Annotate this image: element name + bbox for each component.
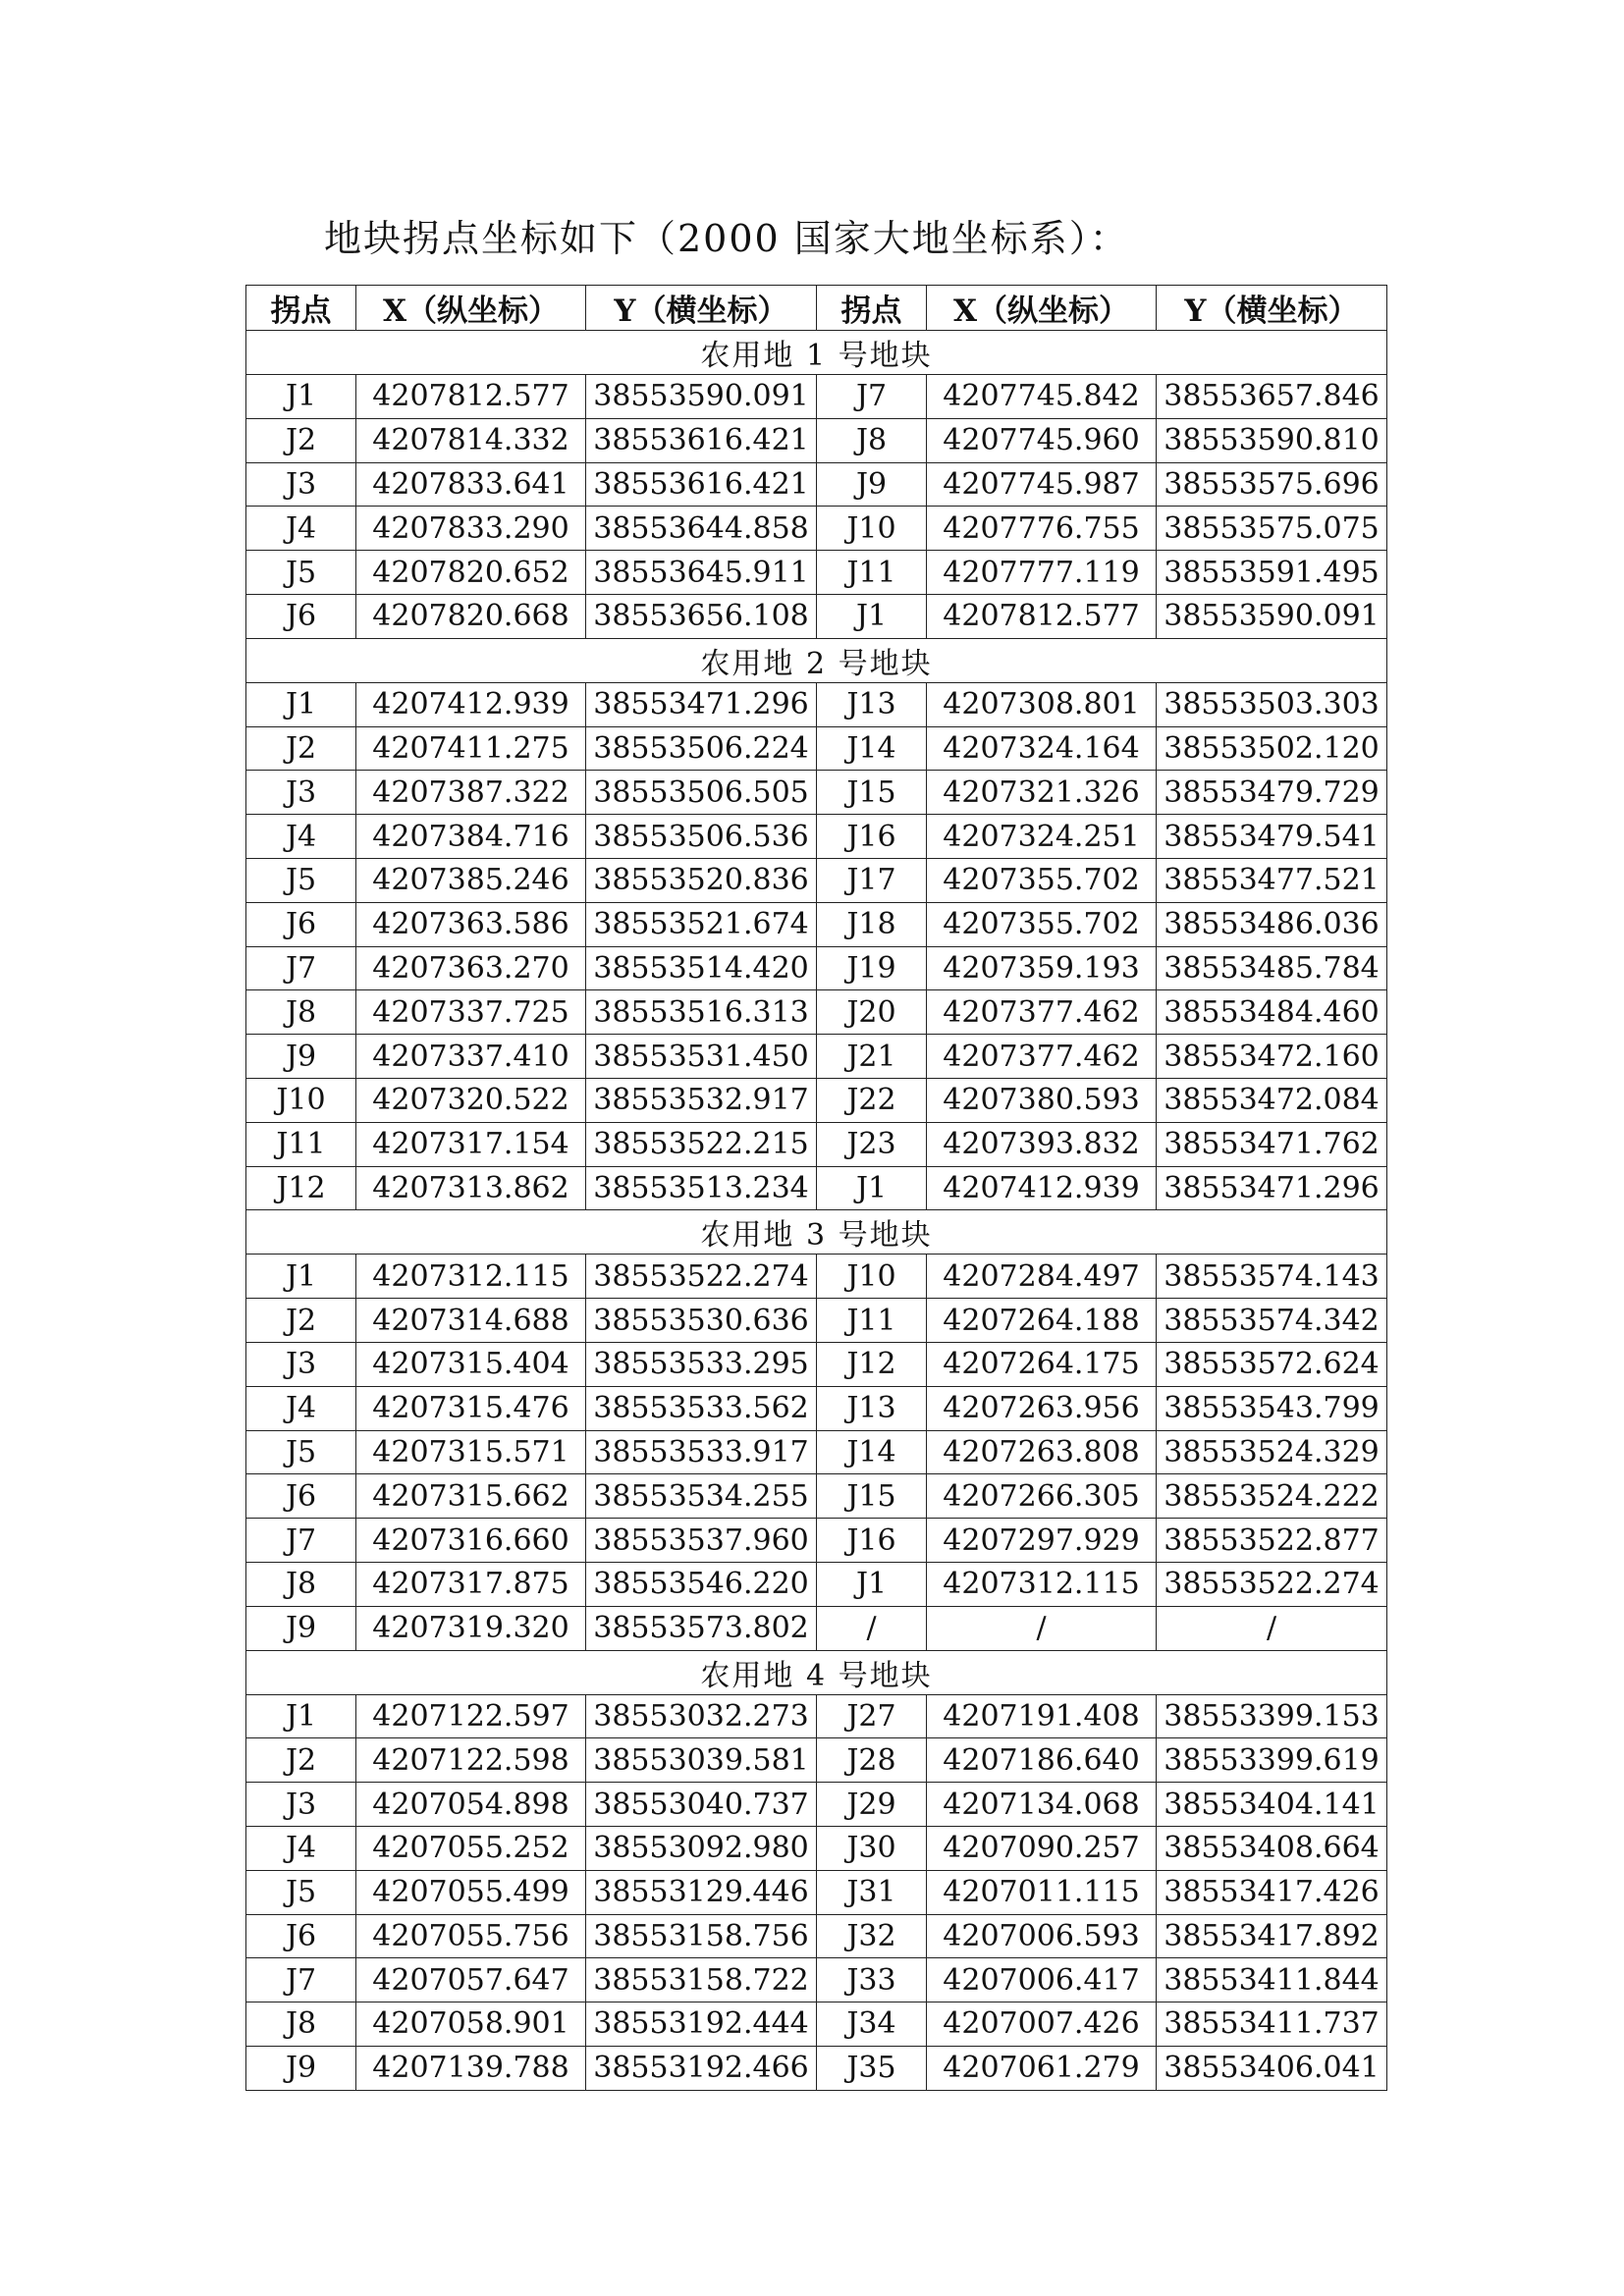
point-cell: J4 <box>246 1826 356 1870</box>
point-cell: J27 <box>817 1694 927 1738</box>
y-coordinate-cell: 38553040.737 <box>586 1783 817 1827</box>
point-cell: J28 <box>817 1738 927 1783</box>
table-row <box>246 418 1387 462</box>
point-cell: J4 <box>246 815 356 859</box>
point-cell: J6 <box>246 594 356 638</box>
section-title: 农用地 1 号地块 <box>246 331 1387 375</box>
x-coordinate-cell: 4207355.702 <box>927 858 1157 902</box>
table-row <box>246 1386 1387 1430</box>
point-cell: J1 <box>817 1562 927 1606</box>
x-coordinate-cell: 4207321.326 <box>927 771 1157 815</box>
x-coordinate-cell: 4207411.275 <box>356 726 586 771</box>
point-cell: J10 <box>817 1255 927 1299</box>
x-coordinate-cell: 4207377.462 <box>927 1035 1157 1079</box>
x-coordinate-cell: 4207316.660 <box>356 1519 586 1563</box>
y-coordinate-cell: 38553158.722 <box>586 1958 817 2002</box>
y-coordinate-cell: 38553471.762 <box>1157 1122 1387 1166</box>
y-coordinate-cell: 38553417.892 <box>1157 1914 1387 1958</box>
table-row <box>246 1958 1387 2002</box>
table-header-row <box>246 286 1387 331</box>
y-coordinate-cell: 38553479.729 <box>1157 771 1387 815</box>
y-coordinate-cell: 38553534.255 <box>586 1474 817 1519</box>
table-row <box>246 1914 1387 1958</box>
table-row <box>246 946 1387 990</box>
y-coordinate-cell: 38553656.108 <box>586 594 817 638</box>
x-coordinate-cell: 4207833.290 <box>356 507 586 551</box>
table-row <box>246 1783 1387 1827</box>
x-coordinate-cell: 4207812.577 <box>356 375 586 419</box>
table-row <box>246 771 1387 815</box>
y-coordinate-cell: 38553417.426 <box>1157 1870 1387 1914</box>
y-coordinate-cell: 38553522.215 <box>586 1122 817 1166</box>
x-coordinate-cell: 4207812.577 <box>927 594 1157 638</box>
x-coordinate-cell: 4207324.164 <box>927 726 1157 771</box>
x-coordinate-cell: 4207263.808 <box>927 1430 1157 1474</box>
x-coordinate-cell: 4207393.832 <box>927 1122 1157 1166</box>
x-coordinate-cell: 4207186.640 <box>927 1738 1157 1783</box>
point-cell: J2 <box>246 418 356 462</box>
section-header-row <box>246 1210 1387 1255</box>
point-cell: J15 <box>817 771 927 815</box>
point-cell: J11 <box>246 1122 356 1166</box>
point-cell: J35 <box>817 2046 927 2090</box>
point-cell: J13 <box>817 682 927 726</box>
y-coordinate-cell: 38553479.541 <box>1157 815 1387 859</box>
table-row <box>246 507 1387 551</box>
table-row <box>246 1255 1387 1299</box>
section-header-row <box>246 638 1387 682</box>
point-cell: J19 <box>817 946 927 990</box>
x-coordinate-cell: 4207317.875 <box>356 1562 586 1606</box>
y-coordinate-cell: 38553471.296 <box>586 682 817 726</box>
x-coordinate-cell: / <box>927 1606 1157 1650</box>
section-header-row <box>246 331 1387 375</box>
x-coordinate-cell: 4207337.410 <box>356 1035 586 1079</box>
y-coordinate-cell: 38553408.664 <box>1157 1826 1387 1870</box>
y-coordinate-cell: 38553590.810 <box>1157 418 1387 462</box>
x-coordinate-cell: 4207312.115 <box>356 1255 586 1299</box>
x-coordinate-cell: 4207387.322 <box>356 771 586 815</box>
point-cell: J9 <box>246 2046 356 2090</box>
section-title: 农用地 2 号地块 <box>246 638 1387 682</box>
y-coordinate-cell: 38553503.303 <box>1157 682 1387 726</box>
table-row <box>246 815 1387 859</box>
point-cell: J6 <box>246 1914 356 1958</box>
point-cell: J1 <box>817 1166 927 1210</box>
x-coordinate-cell: 4207814.332 <box>356 418 586 462</box>
y-coordinate-cell: 38553530.636 <box>586 1299 817 1343</box>
x-coordinate-cell: 4207359.193 <box>927 946 1157 990</box>
point-cell: J16 <box>817 1519 927 1563</box>
x-coordinate-cell: 4207820.668 <box>356 594 586 638</box>
column-header-x: X（纵坐标） <box>356 286 586 331</box>
table-row <box>246 1738 1387 1783</box>
y-coordinate-cell: 38553522.877 <box>1157 1519 1387 1563</box>
y-coordinate-cell: 38553471.296 <box>1157 1166 1387 1210</box>
x-coordinate-cell: 4207314.688 <box>356 1299 586 1343</box>
x-coordinate-cell: 4207363.586 <box>356 902 586 946</box>
x-coordinate-cell: 4207054.898 <box>356 1783 586 1827</box>
y-coordinate-cell: 38553644.858 <box>586 507 817 551</box>
point-cell: J8 <box>246 990 356 1035</box>
y-coordinate-cell: 38553506.536 <box>586 815 817 859</box>
point-cell: J7 <box>817 375 927 419</box>
y-coordinate-cell: 38553192.444 <box>586 2002 817 2047</box>
point-cell: J3 <box>246 462 356 507</box>
x-coordinate-cell: 4207377.462 <box>927 990 1157 1035</box>
point-cell: J23 <box>817 1122 927 1166</box>
column-header-y: Y（横坐标） <box>1157 286 1387 331</box>
y-coordinate-cell: 38553543.799 <box>1157 1386 1387 1430</box>
column-header-x: X（纵坐标） <box>927 286 1157 331</box>
x-coordinate-cell: 4207337.725 <box>356 990 586 1035</box>
point-cell: J5 <box>246 1430 356 1474</box>
point-cell: J2 <box>246 726 356 771</box>
x-coordinate-cell: 4207355.702 <box>927 902 1157 946</box>
x-coordinate-cell: 4207324.251 <box>927 815 1157 859</box>
y-coordinate-cell: 38553485.784 <box>1157 946 1387 990</box>
y-coordinate-cell: 38553399.619 <box>1157 1738 1387 1783</box>
point-cell: J10 <box>246 1078 356 1122</box>
table-row <box>246 462 1387 507</box>
y-coordinate-cell: 38553533.917 <box>586 1430 817 1474</box>
x-coordinate-cell: 4207745.960 <box>927 418 1157 462</box>
point-cell: J14 <box>817 726 927 771</box>
x-coordinate-cell: 4207385.246 <box>356 858 586 902</box>
table-row <box>246 1035 1387 1079</box>
section-title: 农用地 3 号地块 <box>246 1210 1387 1255</box>
y-coordinate-cell: 38553520.836 <box>586 858 817 902</box>
y-coordinate-cell: 38553575.075 <box>1157 507 1387 551</box>
x-coordinate-cell: 4207134.068 <box>927 1783 1157 1827</box>
y-coordinate-cell: 38553406.041 <box>1157 2046 1387 2090</box>
table-body <box>246 331 1387 2091</box>
x-coordinate-cell: 4207264.188 <box>927 1299 1157 1343</box>
y-coordinate-cell: 38553591.495 <box>1157 551 1387 595</box>
table-row <box>246 1870 1387 1914</box>
table-row <box>246 682 1387 726</box>
x-coordinate-cell: 4207006.417 <box>927 1958 1157 2002</box>
point-cell: J8 <box>246 1562 356 1606</box>
y-coordinate-cell: / <box>1157 1606 1387 1650</box>
x-coordinate-cell: 4207264.175 <box>927 1342 1157 1386</box>
column-header-y: Y（横坐标） <box>586 286 817 331</box>
page-heading: 地块拐点坐标如下（2000 国家大地坐标系）： <box>324 217 1129 260</box>
point-cell: J7 <box>246 946 356 990</box>
y-coordinate-cell: 38553522.274 <box>586 1255 817 1299</box>
y-coordinate-cell: 38553575.696 <box>1157 462 1387 507</box>
point-cell: J4 <box>246 1386 356 1430</box>
point-cell: J7 <box>246 1519 356 1563</box>
x-coordinate-cell: 4207139.788 <box>356 2046 586 2090</box>
x-coordinate-cell: 4207308.801 <box>927 682 1157 726</box>
point-cell: J1 <box>817 594 927 638</box>
table-row <box>246 1474 1387 1519</box>
y-coordinate-cell: 38553477.521 <box>1157 858 1387 902</box>
point-cell: J4 <box>246 507 356 551</box>
point-cell: J1 <box>246 375 356 419</box>
point-cell: J18 <box>817 902 927 946</box>
x-coordinate-cell: 4207057.647 <box>356 1958 586 2002</box>
point-cell: J5 <box>246 858 356 902</box>
x-coordinate-cell: 4207122.597 <box>356 1694 586 1738</box>
y-coordinate-cell: 38553524.329 <box>1157 1430 1387 1474</box>
y-coordinate-cell: 38553573.802 <box>586 1606 817 1650</box>
point-cell: J9 <box>246 1035 356 1079</box>
point-cell: J2 <box>246 1299 356 1343</box>
x-coordinate-cell: 4207833.641 <box>356 462 586 507</box>
y-coordinate-cell: 38553533.295 <box>586 1342 817 1386</box>
x-coordinate-cell: 4207319.320 <box>356 1606 586 1650</box>
x-coordinate-cell: 4207315.571 <box>356 1430 586 1474</box>
point-cell: J6 <box>246 902 356 946</box>
y-coordinate-cell: 38553532.917 <box>586 1078 817 1122</box>
x-coordinate-cell: 4207297.929 <box>927 1519 1157 1563</box>
x-coordinate-cell: 4207284.497 <box>927 1255 1157 1299</box>
x-coordinate-cell: 4207777.119 <box>927 551 1157 595</box>
y-coordinate-cell: 38553546.220 <box>586 1562 817 1606</box>
point-cell: J20 <box>817 990 927 1035</box>
point-cell: J12 <box>246 1166 356 1210</box>
point-cell: J5 <box>246 1870 356 1914</box>
table-row <box>246 726 1387 771</box>
x-coordinate-cell: 4207317.154 <box>356 1122 586 1166</box>
x-coordinate-cell: 4207266.305 <box>927 1474 1157 1519</box>
y-coordinate-cell: 38553657.846 <box>1157 375 1387 419</box>
point-cell: J3 <box>246 1342 356 1386</box>
point-cell: J34 <box>817 2002 927 2047</box>
x-coordinate-cell: 4207820.652 <box>356 551 586 595</box>
y-coordinate-cell: 38553032.273 <box>586 1694 817 1738</box>
x-coordinate-cell: 4207745.842 <box>927 375 1157 419</box>
table-row <box>246 990 1387 1035</box>
table-row <box>246 858 1387 902</box>
table-row <box>246 551 1387 595</box>
x-coordinate-cell: 4207006.593 <box>927 1914 1157 1958</box>
x-coordinate-cell: 4207320.522 <box>356 1078 586 1122</box>
table-row <box>246 1694 1387 1738</box>
point-cell: J12 <box>817 1342 927 1386</box>
point-cell: / <box>817 1606 927 1650</box>
y-coordinate-cell: 38553590.091 <box>586 375 817 419</box>
coordinate-table <box>245 285 1387 2091</box>
y-coordinate-cell: 38553513.234 <box>586 1166 817 1210</box>
column-header-point: 拐点 <box>246 286 356 331</box>
y-coordinate-cell: 38553129.446 <box>586 1870 817 1914</box>
point-cell: J15 <box>817 1474 927 1519</box>
y-coordinate-cell: 38553486.036 <box>1157 902 1387 946</box>
y-coordinate-cell: 38553399.153 <box>1157 1694 1387 1738</box>
table-row <box>246 1826 1387 1870</box>
table-row <box>246 902 1387 946</box>
y-coordinate-cell: 38553411.737 <box>1157 2002 1387 2047</box>
table-row <box>246 1122 1387 1166</box>
y-coordinate-cell: 38553506.224 <box>586 726 817 771</box>
point-cell: J2 <box>246 1738 356 1783</box>
y-coordinate-cell: 38553472.084 <box>1157 1078 1387 1122</box>
column-header-point: 拐点 <box>817 286 927 331</box>
table-row <box>246 2046 1387 2090</box>
x-coordinate-cell: 4207263.956 <box>927 1386 1157 1430</box>
y-coordinate-cell: 38553092.980 <box>586 1826 817 1870</box>
point-cell: J9 <box>246 1606 356 1650</box>
table-row <box>246 1166 1387 1210</box>
x-coordinate-cell: 4207363.270 <box>356 946 586 990</box>
y-coordinate-cell: 38553645.911 <box>586 551 817 595</box>
section-header-row <box>246 1650 1387 1694</box>
x-coordinate-cell: 4207055.499 <box>356 1870 586 1914</box>
y-coordinate-cell: 38553574.342 <box>1157 1299 1387 1343</box>
point-cell: J1 <box>246 682 356 726</box>
y-coordinate-cell: 38553616.421 <box>586 462 817 507</box>
point-cell: J9 <box>817 462 927 507</box>
y-coordinate-cell: 38553531.450 <box>586 1035 817 1079</box>
point-cell: J8 <box>817 418 927 462</box>
x-coordinate-cell: 4207776.755 <box>927 507 1157 551</box>
x-coordinate-cell: 4207312.115 <box>927 1562 1157 1606</box>
point-cell: J32 <box>817 1914 927 1958</box>
y-coordinate-cell: 38553192.466 <box>586 2046 817 2090</box>
point-cell: J1 <box>246 1694 356 1738</box>
x-coordinate-cell: 4207122.598 <box>356 1738 586 1783</box>
table-row <box>246 2002 1387 2047</box>
x-coordinate-cell: 4207412.939 <box>356 682 586 726</box>
x-coordinate-cell: 4207745.987 <box>927 462 1157 507</box>
y-coordinate-cell: 38553521.674 <box>586 902 817 946</box>
y-coordinate-cell: 38553039.581 <box>586 1738 817 1783</box>
table-row <box>246 1430 1387 1474</box>
y-coordinate-cell: 38553506.505 <box>586 771 817 815</box>
x-coordinate-cell: 4207380.593 <box>927 1078 1157 1122</box>
x-coordinate-cell: 4207090.257 <box>927 1826 1157 1870</box>
x-coordinate-cell: 4207058.901 <box>356 2002 586 2047</box>
point-cell: J16 <box>817 815 927 859</box>
point-cell: J22 <box>817 1078 927 1122</box>
y-coordinate-cell: 38553524.222 <box>1157 1474 1387 1519</box>
table-row <box>246 594 1387 638</box>
y-coordinate-cell: 38553158.756 <box>586 1914 817 1958</box>
y-coordinate-cell: 38553516.313 <box>586 990 817 1035</box>
point-cell: J11 <box>817 1299 927 1343</box>
x-coordinate-cell: 4207061.279 <box>927 2046 1157 2090</box>
y-coordinate-cell: 38553590.091 <box>1157 594 1387 638</box>
point-cell: J5 <box>246 551 356 595</box>
table-row <box>246 1299 1387 1343</box>
y-coordinate-cell: 38553616.421 <box>586 418 817 462</box>
point-cell: J31 <box>817 1870 927 1914</box>
x-coordinate-cell: 4207055.252 <box>356 1826 586 1870</box>
x-coordinate-cell: 4207313.862 <box>356 1166 586 1210</box>
x-coordinate-cell: 4207315.404 <box>356 1342 586 1386</box>
table-row <box>246 375 1387 419</box>
x-coordinate-cell: 4207055.756 <box>356 1914 586 1958</box>
point-cell: J8 <box>246 2002 356 2047</box>
y-coordinate-cell: 38553572.624 <box>1157 1342 1387 1386</box>
point-cell: J33 <box>817 1958 927 2002</box>
y-coordinate-cell: 38553537.960 <box>586 1519 817 1563</box>
point-cell: J17 <box>817 858 927 902</box>
x-coordinate-cell: 4207191.408 <box>927 1694 1157 1738</box>
point-cell: J6 <box>246 1474 356 1519</box>
y-coordinate-cell: 38553472.160 <box>1157 1035 1387 1079</box>
y-coordinate-cell: 38553484.460 <box>1157 990 1387 1035</box>
point-cell: J7 <box>246 1958 356 2002</box>
table-row <box>246 1606 1387 1650</box>
point-cell: J1 <box>246 1255 356 1299</box>
x-coordinate-cell: 4207384.716 <box>356 815 586 859</box>
table-row <box>246 1519 1387 1563</box>
point-cell: J14 <box>817 1430 927 1474</box>
y-coordinate-cell: 38553533.562 <box>586 1386 817 1430</box>
point-cell: J21 <box>817 1035 927 1079</box>
x-coordinate-cell: 4207007.426 <box>927 2002 1157 2047</box>
point-cell: J11 <box>817 551 927 595</box>
point-cell: J30 <box>817 1826 927 1870</box>
table-row <box>246 1078 1387 1122</box>
y-coordinate-cell: 38553404.141 <box>1157 1783 1387 1827</box>
point-cell: J29 <box>817 1783 927 1827</box>
point-cell: J3 <box>246 771 356 815</box>
y-coordinate-cell: 38553522.274 <box>1157 1562 1387 1606</box>
x-coordinate-cell: 4207412.939 <box>927 1166 1157 1210</box>
point-cell: J3 <box>246 1783 356 1827</box>
table-row <box>246 1562 1387 1606</box>
y-coordinate-cell: 38553502.120 <box>1157 726 1387 771</box>
x-coordinate-cell: 4207315.476 <box>356 1386 586 1430</box>
x-coordinate-cell: 4207315.662 <box>356 1474 586 1519</box>
section-title: 农用地 4 号地块 <box>246 1650 1387 1694</box>
y-coordinate-cell: 38553574.143 <box>1157 1255 1387 1299</box>
point-cell: J13 <box>817 1386 927 1430</box>
y-coordinate-cell: 38553514.420 <box>586 946 817 990</box>
y-coordinate-cell: 38553411.844 <box>1157 1958 1387 2002</box>
x-coordinate-cell: 4207011.115 <box>927 1870 1157 1914</box>
table-row <box>246 1342 1387 1386</box>
point-cell: J10 <box>817 507 927 551</box>
